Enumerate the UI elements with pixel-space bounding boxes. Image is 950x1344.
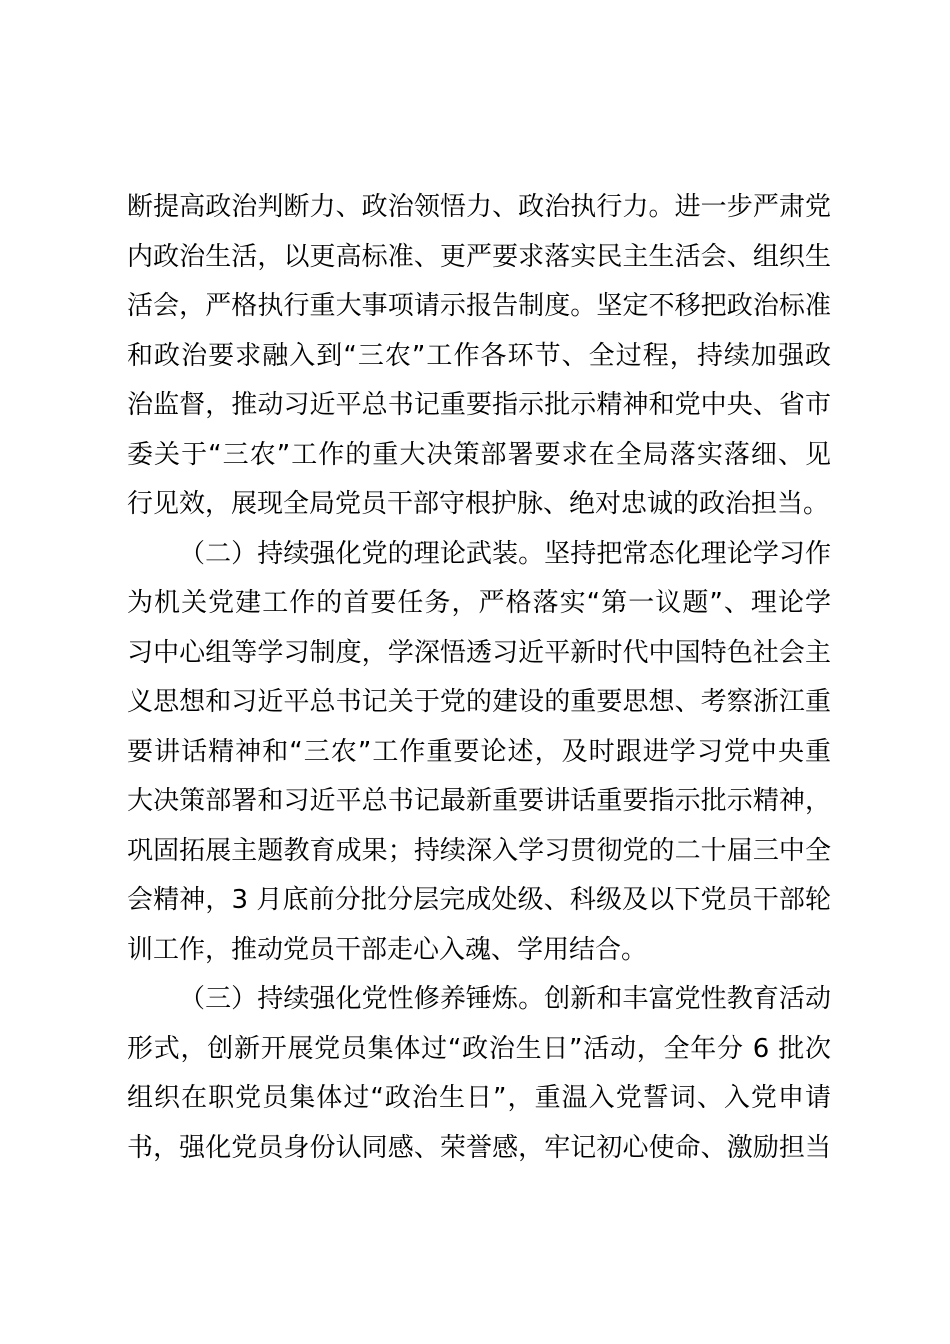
text-line: 活会，严格执行重大事项请示报告制度。坚定不移把政治标准 (127, 291, 831, 321)
section-heading-line: （二）持续强化党的理论武装。坚持把常态化理论学习作 (179, 538, 831, 569)
text-line: 义思想和习近平总书记关于党的建设的重要思想、考察浙江重 (127, 687, 831, 717)
paragraph-3 (127, 975, 831, 1173)
text-line: 组织在职党员集体过“政治生日”，重温入党誓词、入党申请 (127, 1083, 831, 1113)
text-line: 大决策部署和习近平总书记最新重要讲话重要指示批示精神， (127, 786, 831, 816)
paragraph-2 (127, 530, 831, 976)
paragraph-1 (127, 183, 831, 530)
document-body (127, 183, 831, 1173)
text-line: 会精神，3 月底前分批分层完成处级、科级及以下党员干部轮 (127, 885, 831, 915)
text-line: 和政治要求融入到“三农”工作各环节、全过程，持续加强政 (127, 340, 831, 371)
text-line: 书，强化党员身份认同感、荣誉感，牢记初心使命、激励担当 (127, 1132, 831, 1163)
text-line: 形式，创新开展党员集体过“政治生日”活动，全年分 6 批次 (127, 1033, 831, 1064)
text-line: 要讲话精神和“三农”工作重要论述，及时跟进学习党中央重 (127, 736, 831, 767)
section-heading-line: （三）持续强化党性修养锤炼。创新和丰富党性教育活动 (179, 984, 831, 1014)
text-line: 训工作，推动党员干部走心入魂、学用结合。 (127, 934, 648, 965)
text-line: 治监督，推动习近平总书记重要指示批示精神和党中央、省市 (127, 390, 831, 420)
text-line: 巩固拓展主题教育成果；持续深入学习贯彻党的二十届三中全 (127, 835, 831, 866)
text-line: 习中心组等学习制度，学深悟透习近平新时代中国特色社会主 (127, 637, 831, 668)
text-line: 为机关党建工作的首要任务，严格落实“第一议题”、理论学 (127, 588, 831, 618)
text-line: 委关于“三农”工作的重大决策部署要求在全局落实落细、见 (127, 439, 831, 470)
text-line: 断提高政治判断力、政治领悟力、政治执行力。进一步严肃党 (127, 192, 831, 222)
text-line: 内政治生活，以更高标准、更严要求落实民主生活会、组织生 (127, 241, 831, 272)
text-line: 行见效，展现全局党员干部守根护脉、绝对忠诚的政治担当。 (127, 489, 830, 519)
